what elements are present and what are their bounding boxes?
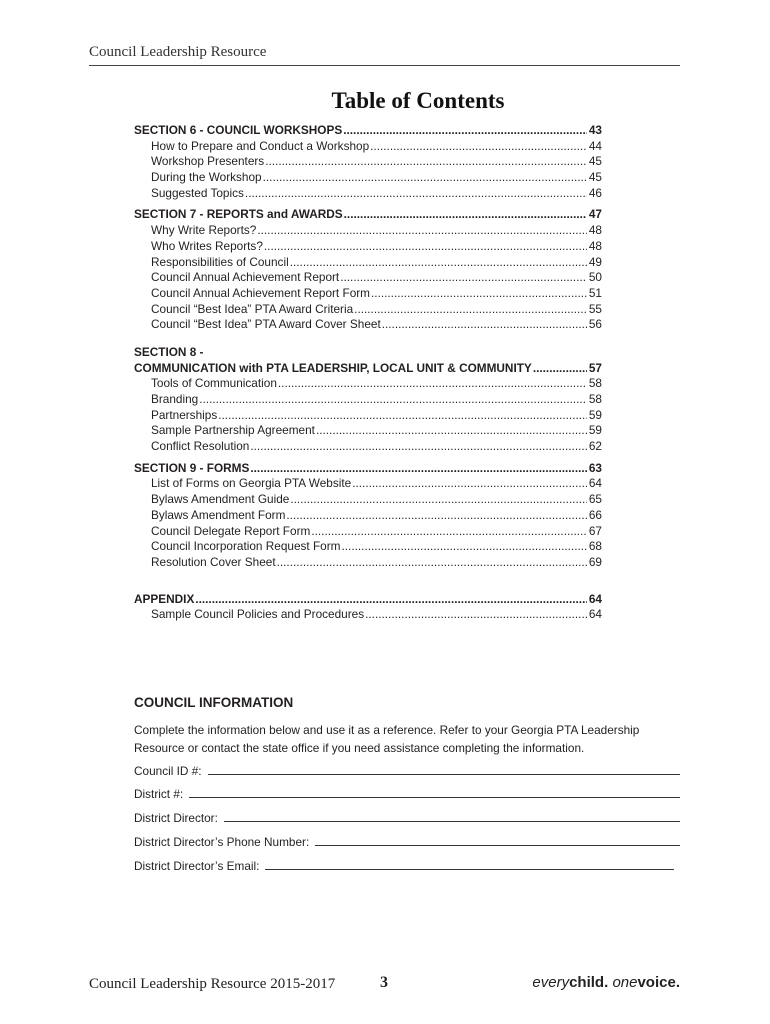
- fill-in-line[interactable]: [189, 786, 680, 798]
- leader-dots: [265, 154, 587, 170]
- toc-section-label: SECTION 7 - REPORTS and AWARDS: [134, 207, 343, 222]
- toc-page-number: 67: [588, 523, 602, 538]
- toc-appendix[interactable]: [134, 592, 602, 608]
- district-number-field[interactable]: [134, 786, 680, 801]
- toc-entry[interactable]: [134, 392, 602, 408]
- toc-entry-label: Sample Partnership Agreement: [151, 423, 315, 438]
- running-header: Council Leadership Resource: [89, 44, 267, 60]
- leader-dots: [370, 139, 587, 155]
- toc-page-number: 45: [588, 154, 602, 169]
- page-number: 3: [380, 974, 388, 991]
- leader-dots: [245, 186, 587, 202]
- leader-dots: [263, 170, 587, 186]
- toc-page-number: 65: [588, 492, 602, 507]
- leader-dots: [340, 270, 587, 286]
- tag-voice: voice.: [637, 974, 680, 991]
- field-label: District Director’s Email:: [134, 859, 260, 873]
- toc-page-number: 50: [588, 270, 602, 285]
- toc-entry-label: Council Annual Achievement Report: [151, 270, 340, 285]
- toc-entry-label: Council Delegate Report Form: [151, 523, 311, 538]
- toc-entry-label: Council “Best Idea” PTA Award Cover Sheet: [151, 317, 381, 332]
- director-phone-field[interactable]: [134, 834, 680, 849]
- leader-dots: [199, 392, 587, 408]
- toc-page-number: 47: [588, 207, 602, 222]
- leader-dots: [316, 423, 587, 439]
- toc-page-number: 45: [588, 170, 602, 185]
- toc-entry-label: Why Write Reports?: [151, 223, 257, 238]
- toc-entry[interactable]: [134, 476, 602, 492]
- toc-section-label: COMMUNICATION with PTA LEADERSHIP, LOCAL UNIT & COMMUNITY: [134, 360, 532, 375]
- toc-page-number: 58: [588, 392, 602, 406]
- toc-entry-label: List of Forms on Georgia PTA Website: [151, 476, 352, 491]
- leader-dots: [365, 607, 587, 623]
- leader-dots: [290, 255, 587, 271]
- toc-page-number: 57: [588, 360, 602, 375]
- toc-entry[interactable]: [134, 492, 602, 508]
- leader-dots: [195, 592, 587, 608]
- toc-entry-label: Partnerships: [151, 407, 218, 422]
- toc-page-number: 68: [588, 539, 602, 554]
- toc-entry-label: Branding: [151, 392, 199, 406]
- leader-dots: [250, 439, 587, 455]
- leader-dots: [382, 317, 587, 333]
- leader-dots: [286, 508, 587, 524]
- toc-entry[interactable]: [134, 317, 602, 333]
- leader-dots: [218, 408, 587, 424]
- toc-page-number: 58: [588, 376, 602, 391]
- spacer: [134, 333, 602, 345]
- leader-dots: [250, 461, 587, 477]
- toc-page-number: 62: [588, 439, 602, 454]
- toc-entry-label: Council Annual Achievement Report Form: [151, 285, 371, 300]
- leader-dots: [278, 376, 587, 392]
- toc-page-number: 51: [588, 285, 602, 300]
- leader-dots: [311, 524, 587, 540]
- toc-page-number: 64: [588, 607, 602, 622]
- toc-entry[interactable]: [134, 139, 602, 155]
- toc-entry[interactable]: [134, 302, 602, 318]
- tag-child: child.: [569, 974, 609, 991]
- toc-entry-label: Resolution Cover Sheet: [151, 554, 276, 569]
- toc-entry[interactable]: [134, 154, 602, 170]
- toc-section-label: SECTION 9 - FORMS: [134, 460, 250, 475]
- toc-entry[interactable]: [134, 376, 602, 392]
- field-label: District Director:: [134, 811, 218, 825]
- table-of-contents: [134, 123, 602, 623]
- toc-entry[interactable]: [134, 539, 602, 555]
- toc-entry-label: Workshop Presenters: [151, 154, 265, 169]
- council-id-field[interactable]: [134, 763, 680, 778]
- toc-entry-label: Who Writes Reports?: [151, 238, 263, 253]
- fill-in-line[interactable]: [224, 810, 680, 822]
- toc-entry[interactable]: [134, 524, 602, 540]
- fill-in-line[interactable]: [315, 834, 680, 846]
- toc-page-number: 55: [588, 301, 602, 316]
- leader-dots: [342, 539, 588, 555]
- field-label: Council ID #:: [134, 764, 202, 778]
- district-director-field[interactable]: [134, 810, 680, 825]
- toc-section-7[interactable]: [134, 207, 602, 223]
- toc-entry-label: Sample Council Policies and Procedures: [151, 607, 365, 622]
- header-rule: [89, 65, 680, 66]
- council-info-intro: Complete the information below and use it as a reference. Refer to your Georgia PTA Leadership Resource or contact the state office if you need assistance completing the information.: [134, 723, 640, 755]
- toc-entry[interactable]: [134, 170, 602, 186]
- toc-section-8-line1: SECTION 8 -: [134, 344, 204, 359]
- toc-entry[interactable]: [134, 270, 602, 286]
- toc-entry[interactable]: [134, 186, 602, 202]
- footer-title: Council Leadership Resource 2015-2017: [89, 976, 336, 992]
- toc-page-number: 48: [588, 223, 602, 238]
- toc-entry-label: During the Workshop: [151, 170, 262, 185]
- toc-entry-label: Council “Best Idea” PTA Award Criteria: [151, 301, 354, 316]
- toc-page-number: 64: [588, 476, 602, 491]
- toc-page-number: 66: [588, 507, 602, 522]
- toc-page-number: 43: [588, 123, 602, 137]
- toc-page-number: 49: [588, 254, 602, 269]
- toc-entry-label: Bylaws Amendment Guide: [151, 492, 290, 507]
- tag-one: one: [612, 974, 638, 991]
- fill-in-line[interactable]: [265, 858, 674, 870]
- toc-page-number: 56: [588, 317, 602, 332]
- leader-dots: [264, 239, 587, 255]
- leader-dots: [290, 492, 587, 508]
- toc-page-number: 48: [588, 238, 602, 253]
- page-title: Table of Contents: [331, 88, 505, 113]
- toc-page-number: 44: [588, 138, 602, 153]
- toc-entry-label: Council Incorporation Request Form: [151, 539, 341, 554]
- toc-entry[interactable]: [134, 255, 602, 271]
- footer-tagline: [530, 974, 680, 991]
- toc-page-number: 64: [588, 591, 602, 606]
- leader-dots: [344, 207, 587, 223]
- toc-page-number: 63: [588, 460, 602, 475]
- toc-entry-label: Conflict Resolution: [151, 439, 250, 454]
- spacer: [134, 571, 602, 592]
- toc-entry[interactable]: [134, 223, 602, 239]
- toc-entry-label: Responsibilities of Council: [151, 254, 289, 269]
- toc-page-number: 46: [588, 185, 602, 200]
- toc-section-label: SECTION 6 - COUNCIL WORKSHOPS: [134, 123, 343, 137]
- toc-entry-label: Suggested Topics: [151, 185, 244, 200]
- leader-dots: [257, 223, 587, 239]
- toc-section-9[interactable]: [134, 461, 602, 477]
- toc-entry[interactable]: [134, 607, 602, 623]
- toc-entry[interactable]: [134, 239, 602, 255]
- toc-entry-label: How to Prepare and Conduct a Workshop: [151, 138, 370, 153]
- toc-entry-label: Bylaws Amendment Form: [151, 507, 286, 522]
- toc-section-6[interactable]: [134, 123, 602, 139]
- toc-entry[interactable]: [134, 555, 602, 571]
- toc-page-number: 59: [588, 423, 602, 438]
- toc-page-number: 59: [588, 407, 602, 422]
- toc-entry[interactable]: [134, 423, 602, 439]
- toc-entry[interactable]: [134, 286, 602, 302]
- toc-entry-label: Tools of Communication: [151, 376, 277, 391]
- toc-section-8[interactable]: [134, 361, 602, 377]
- fill-in-line[interactable]: [208, 763, 680, 775]
- field-label: District #:: [134, 787, 184, 801]
- leader-dots: [371, 286, 587, 302]
- leader-dots: [343, 123, 587, 139]
- toc-section-label: APPENDIX: [134, 591, 195, 606]
- toc-entry[interactable]: [134, 508, 602, 524]
- director-email-field[interactable]: [134, 858, 674, 873]
- leader-dots: [533, 361, 587, 377]
- toc-page-number: 69: [588, 554, 602, 569]
- council-info-heading: COUNCIL INFORMATION: [134, 695, 294, 710]
- toc-entry[interactable]: [134, 439, 602, 455]
- field-label: District Director’s Phone Number:: [134, 835, 310, 849]
- leader-dots: [277, 555, 587, 571]
- leader-dots: [354, 302, 587, 318]
- toc-entry[interactable]: [134, 408, 602, 424]
- tag-every: every: [532, 974, 570, 991]
- leader-dots: [352, 476, 587, 492]
